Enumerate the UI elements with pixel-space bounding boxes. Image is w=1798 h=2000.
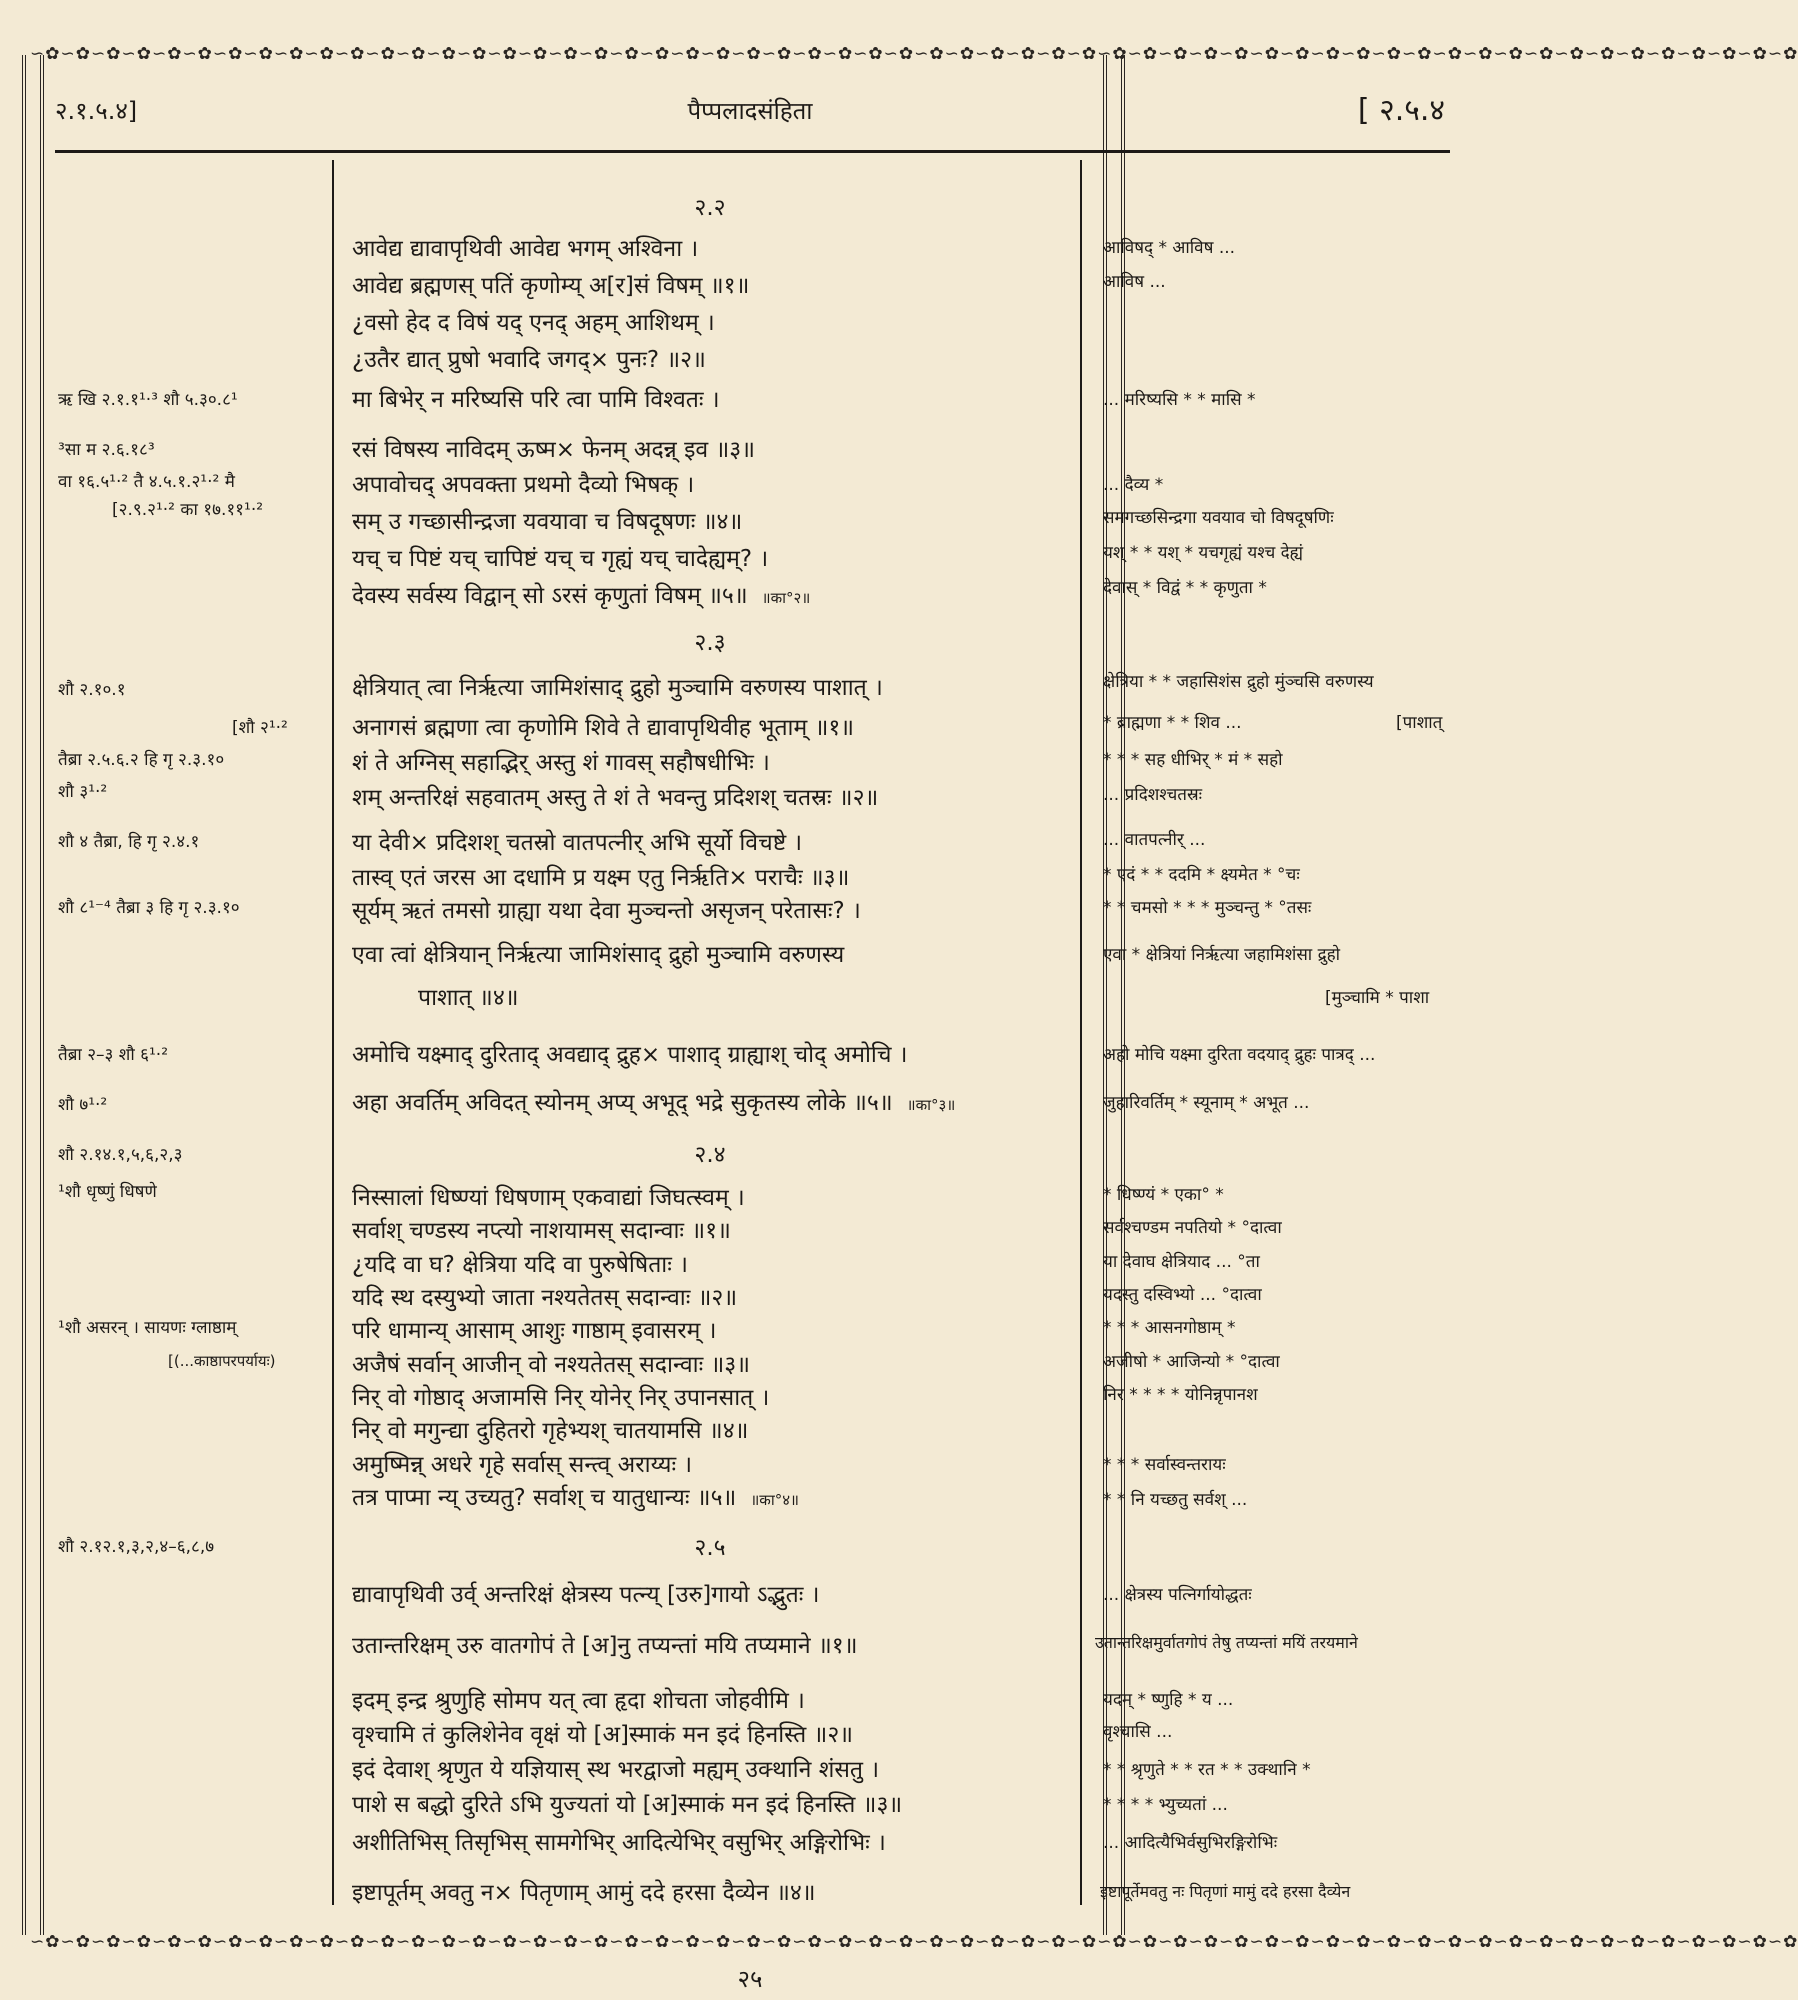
variant-reading: निर * * * * योनिन्नृपानश bbox=[1103, 1385, 1258, 1405]
variant-reading: एवा * क्षेत्रियां निर्ऋत्या जहामिशंसा द्रुहो bbox=[1103, 945, 1341, 965]
verse-line: सर्वाश् चण्डस्य नप्त्यो नाशयामस् सदान्वाः ॥१॥ bbox=[352, 1218, 731, 1244]
verse-line: क्षेत्रियात् त्वा निर्ऋत्या जामिशंसाद् द्रुहो मुञ्चामि वरुणस्य पाशात् । bbox=[352, 675, 883, 701]
verse-line: आवेद्य ब्रह्मणस् पतिं कृणोम्य् अ[र]सं विषम् ॥१॥ bbox=[352, 273, 750, 299]
verse-line bbox=[352, 1090, 955, 1118]
verse-line: अशीतिभिस् तिसृभिस् सामगेभिर् आदित्येभिर् वसुभिर् अङ्गिरोभिः । bbox=[352, 1830, 886, 1856]
verse-line: निर् वो मगुन्द्या दुहितरो गृहेभ्यश् चातयामसि ॥४॥ bbox=[352, 1418, 749, 1444]
header-title: पैप्पलादसंहिता bbox=[687, 97, 813, 125]
verse-line: अनागसं ब्रह्मणा त्वा कृणोमि शिवे ते द्यावापृथिवीह भूताम् ॥१॥ bbox=[352, 715, 855, 741]
parallel-ref: तैब्रा २.५.६.२ हि गृ २.३.१० bbox=[58, 750, 225, 770]
verse-text: तत्र पाप्मा न्य् उच्यतु? सर्वाश् च यातुधान्यः ॥५॥ bbox=[352, 1485, 737, 1511]
variant-reading: * * * * भ्युच्यतां ... bbox=[1103, 1795, 1228, 1815]
column-divider-right bbox=[1080, 160, 1082, 1905]
verse-line: रसं विषस्य नाविदम् ऊष्म× फेनम् अदन्न् इव ॥३॥ bbox=[352, 437, 755, 463]
variant-reading: यदम् * ष्णुहि * य ... bbox=[1103, 1690, 1234, 1710]
verse-line: तास्व् एतं जरस आ दधामि प्र यक्ष्म एतु निर्ऋति× पराचैः ॥३॥ bbox=[352, 865, 850, 891]
running-header bbox=[55, 88, 1445, 136]
parallel-ref: ऋ खि २.१.१¹·³ शौ ५.३०.८¹ bbox=[58, 390, 238, 410]
parallel-ref: तैब्रा २–३ शौ ६¹·² bbox=[58, 1045, 169, 1065]
parallel-ref: शौ २.१०.१ bbox=[58, 680, 126, 700]
parallel-ref: शौ २.१२.१,३,२,४–६,८,७ bbox=[58, 1537, 215, 1557]
header-rule bbox=[55, 150, 1450, 153]
parallel-ref: शौ ४ तैब्रा, हि गृ २.४.१ bbox=[58, 832, 200, 852]
verse-line: यदि स्थ दस्युभ्यो जाता नश्यतेतस् सदान्वाः ॥२॥ bbox=[352, 1285, 738, 1311]
variant-reading: * * * सर्वास्वन्तरायः bbox=[1103, 1455, 1226, 1475]
parallel-ref: शौ ७¹·² bbox=[58, 1095, 108, 1115]
verse-text: देवस्य सर्वस्य विद्वान् सो ऽरसं कृणुतां विषम् ॥५॥ bbox=[352, 583, 748, 609]
verse-line: मा बिभेर् न मरिष्यसि परि त्वा पामि विश्वतः । bbox=[352, 387, 720, 413]
verse-line: अजैषं सर्वान् आजीन् वो नश्यतेतस् सदान्वाः ॥३॥ bbox=[352, 1352, 751, 1378]
section-number: २.४ bbox=[694, 1142, 726, 1168]
verse-line: पाशात् ॥४॥ bbox=[418, 985, 519, 1011]
verse-line bbox=[352, 1485, 799, 1513]
parallel-ref: ¹शौ असरन् । सायणः ग्लाष्ठाम् bbox=[58, 1318, 237, 1338]
verse-line: शं ते अग्निस् सहाद्भिर् अस्तु शं गावस् सहौषधीभिः । bbox=[352, 750, 770, 776]
kanda-marker: ॥का°३॥ bbox=[906, 1096, 956, 1114]
variant-reading: इष्टापूर्तेमवतु नः पितृणां मामुं ददे हरसा दैव्येन bbox=[1100, 1882, 1351, 1901]
variant-reading: अहो मोचि यक्ष्मा दुरिता वदयाद् द्रुहः पात्रद् ... bbox=[1103, 1045, 1376, 1065]
top-ornamental-border: ∽✿∽✿∽✿∽✿∽✿∽✿∽✿∽✿∽✿∽✿∽✿∽✿∽✿∽✿∽✿∽✿∽✿∽✿∽✿∽✿∽✿∽✿∽✿∽✿∽✿∽✿∽✿∽✿∽✿∽✿∽✿∽✿∽✿∽✿∽✿∽✿∽✿∽✿∽✿∽✿∽✿∽✿∽✿∽✿∽✿∽✿∽✿∽✿∽✿∽✿∽✿∽✿∽✿∽✿∽✿∽✿∽✿∽✿ bbox=[30, 44, 1798, 64]
parallel-ref: शौ ३¹·² bbox=[58, 782, 108, 802]
verse-line: ¿यदि वा घ? क्षेत्रिया यदि वा पुरुषेषिताः । bbox=[352, 1252, 688, 1278]
verse-line: ¿उतैर द्यात् प्रुषो भवादि जगद्‌× पुनः? ॥२॥ bbox=[352, 347, 706, 373]
variant-reading: समगच्छसिन्द्रगा यवयाव चो विषदूषणिः bbox=[1103, 508, 1334, 528]
variant-reading: यश् * * यश् * यचगृह्यं यश्च देह्यं bbox=[1103, 543, 1304, 563]
verse-line: द्यावापृथिवी उर्व् अन्तरिक्षं क्षेत्रस्य पत्न्य् [उरु]गायो ऽद्भुतः । bbox=[352, 1582, 820, 1608]
verse-line: शम् अन्तरिक्षं सहवातम् अस्तु ते शं ते भवन्तु प्रदिशश् चतस्रः ॥२॥ bbox=[352, 785, 879, 811]
variant-reading: * एदं * * ददमि * क्ष्यमेत * °चः bbox=[1103, 865, 1300, 885]
variant-reading: [मुञ्चामि * पाशा bbox=[1325, 988, 1430, 1008]
variant-reading: * ब्राह्मणा * * शिव ... bbox=[1103, 713, 1242, 733]
verse-line bbox=[352, 583, 810, 611]
kanda-marker: ॥का°२॥ bbox=[761, 589, 811, 607]
verse-line: वृश्चामि तं कुलिशेनेव वृक्षं यो [अ]स्माकं मन इदं हिनस्ति ॥२॥ bbox=[352, 1722, 854, 1748]
verse-line: अपावोचद् अपवक्ता प्रथमो दैव्यो भिषक् । bbox=[352, 472, 695, 498]
column-divider-left bbox=[332, 160, 334, 1905]
verse-line: आवेद्य द्यावापृथिवी आवेद्य भगम् अश्विना । bbox=[352, 236, 699, 262]
variant-reading: आविषद् * आविष ... bbox=[1103, 238, 1236, 258]
variant-reading: देवास् * विद्वं * * कृणुता * bbox=[1103, 578, 1267, 598]
variant-reading: [पाशात् bbox=[1396, 713, 1443, 733]
header-left-reference: २.१.५.४] bbox=[55, 97, 138, 125]
variant-reading: जुहारिवर्तिम् * स्यूनाम् * अभूत ... bbox=[1103, 1093, 1310, 1113]
verse-line: परि धामान्य् आसाम् आशुः गाष्ठाम् इवासरम् । bbox=[352, 1318, 717, 1344]
variant-reading: ... दैव्य * bbox=[1103, 475, 1164, 495]
verse-line: अमोचि यक्ष्माद् दुरिताद् अवद्याद् द्रुह× पाशाद् ग्राह्याश् चोद् अमोचि । bbox=[352, 1042, 908, 1068]
verse-line: सम् उ गच्छासीन्द्रजा यवयावा च विषदूषणः ॥४॥ bbox=[352, 509, 743, 535]
variant-reading: * * नि यच्छतु सर्वश् ... bbox=[1103, 1490, 1248, 1510]
variant-reading: ... आदित्यैभिर्वसुभिरङ्गिरोभिः bbox=[1103, 1833, 1278, 1853]
header-right-reference: [ २.५.४ bbox=[1357, 93, 1445, 128]
variant-reading: * * * आसनगोष्ठाम् * bbox=[1103, 1318, 1236, 1338]
verse-line: या देवी× प्रदिशश् चतस्रो वातपत्नीर् अभि सूर्यो विचष्टे । bbox=[352, 830, 803, 856]
variant-reading: ... प्रदिशश्चतस्रः bbox=[1103, 785, 1203, 805]
verse-line: इष्टापूर्तम् अवतु न× पितृणाम् आमुं ददे हरसा दैव्येन ॥४॥ bbox=[352, 1880, 816, 1906]
variant-reading: ... वातपत्नीर् ... bbox=[1103, 830, 1206, 850]
variant-reading: या देवाघ क्षेत्रियाद ... °ता bbox=[1103, 1252, 1260, 1272]
right-ornamental-border bbox=[1103, 55, 1125, 1935]
variant-reading: * * * सह धीभिर् * मं * सहो bbox=[1103, 750, 1283, 770]
parallel-ref: शौ ८¹⁻⁴ तैब्रा ३ हि गृ २.३.१० bbox=[58, 898, 240, 918]
section-number: २.२ bbox=[694, 195, 726, 221]
verse-line: उतान्तरिक्षम् उरु वातगोपं ते [अ]नु तप्यन्तां मयि तप्यमाने ॥१॥ bbox=[352, 1633, 858, 1659]
variant-reading: क्षेत्रिया * * जहासिशंस द्रुहो मुंञ्चसि वरुणस्य bbox=[1103, 672, 1374, 692]
variant-reading: * * श्रृणुते * * रत * * उक्थानि * bbox=[1103, 1760, 1311, 1780]
variant-reading: वृश्चासि ... bbox=[1103, 1722, 1173, 1742]
variant-reading: यदस्तु दस्विभ्यो ... °दात्वा bbox=[1103, 1285, 1262, 1305]
verse-text: अहा अवर्तिम् अविदत् स्योनम् अप्य् अभूद् भद्रे सुकृतस्य लोके ॥५॥ bbox=[352, 1090, 893, 1116]
section-number: २.३ bbox=[694, 630, 726, 656]
verse-line: निस्सालां धिष्ण्यां धिषणाम् एकवाद्यां जिघत्स्वम् । bbox=[352, 1185, 745, 1211]
parallel-ref: [२.९.२¹·² का १७.११¹·² bbox=[112, 500, 264, 520]
variant-reading: * * चमसो * * * मुञ्चन्तु * °तसः bbox=[1103, 898, 1312, 918]
verse-line: अमुष्मिन्न् अधरे गृहे सर्वास् सन्त्व् अराय्यः । bbox=[352, 1452, 693, 1478]
variant-reading: * धिष्ण्यं * एका° * bbox=[1103, 1185, 1224, 1205]
parallel-ref: वा १६.५¹·² तै ४.५.१.२¹·² मै bbox=[58, 472, 235, 492]
verse-line: एवा त्वां क्षेत्रियान् निर्ऋत्या जामिशंसाद् द्रुहो मुञ्चामि वरुणस्य bbox=[352, 942, 845, 968]
bottom-ornamental-border: ∽✿∽✿∽✿∽✿∽✿∽✿∽✿∽✿∽✿∽✿∽✿∽✿∽✿∽✿∽✿∽✿∽✿∽✿∽✿∽✿∽✿∽✿∽✿∽✿∽✿∽✿∽✿∽✿∽✿∽✿∽✿∽✿∽✿∽✿∽✿∽✿∽✿∽✿∽✿∽✿∽✿∽✿∽✿∽✿∽✿∽✿∽✿∽✿∽✿∽✿∽✿∽✿∽✿∽✿∽✿∽✿∽✿∽✿ bbox=[30, 1932, 1798, 1952]
parallel-ref: [(...काष्ठापरपर्यायः) bbox=[168, 1352, 276, 1370]
kanda-marker: ॥का°४॥ bbox=[750, 1491, 799, 1509]
parallel-ref: ¹शौ धृष्णुं धिषणे bbox=[58, 1182, 157, 1202]
section-number: २.५ bbox=[694, 1535, 726, 1561]
verse-line: सूर्यम् ऋतं तमसो ग्राह्या यथा देवा मुञ्चन्तो असृजन् परेतासः? । bbox=[352, 898, 861, 924]
parallel-ref: [शौ २¹·² bbox=[232, 718, 288, 738]
verse-line: ¿वसो हेद द विषं यद् एनद् अहम् आशिथम् । bbox=[352, 310, 715, 336]
page-number: २५ bbox=[737, 1965, 763, 1993]
verse-line: निर् वो गोष्ठाद् अजामसि निर् योनेर् निर् उपानसात् । bbox=[352, 1385, 770, 1411]
verse-line: इदम् इन्द्र श्रुणुहि सोमप यत् त्वा हृदा शोचता जोहवीमि । bbox=[352, 1688, 805, 1714]
parallel-ref: ³सा म २.६.१८³ bbox=[58, 440, 155, 460]
left-ornamental-border bbox=[22, 55, 44, 1935]
variant-reading: सर्वश्चण्डम नपतियो * °दात्वा bbox=[1103, 1218, 1282, 1238]
verse-line: इदं देवाश् श्रृणुत ये यज्ञियास् स्थ भरद्वाजो मह्यम् उक्थानि शंसतु । bbox=[352, 1757, 880, 1783]
variant-reading: आविष ... bbox=[1103, 272, 1166, 292]
verse-line: पाशे स बद्धो दुरिते ऽभि युज्यतां यो [अ]स्माकं मन इदं हिनस्ति ॥३॥ bbox=[352, 1792, 903, 1818]
verse-line: यच् च पिष्टं यच् चापिष्टं यच् च गृह्यं यच् चादेह्यम्? । bbox=[352, 546, 769, 572]
variant-reading: उतान्तरिक्षमुर्वातगोपं तेषु तप्यन्तां मयिं तरयमाने bbox=[1095, 1633, 1358, 1652]
parallel-ref: शौ २.१४.१,५,६,२,३ bbox=[58, 1145, 183, 1165]
variant-reading: ... मरिष्यसि * * मासि * bbox=[1103, 390, 1256, 410]
variant-reading: अजीषो * आजिन्यो * °दात्वा bbox=[1103, 1352, 1280, 1372]
variant-reading: ... क्षेत्रस्य पत्निर्गायोद्धतः bbox=[1103, 1585, 1252, 1605]
